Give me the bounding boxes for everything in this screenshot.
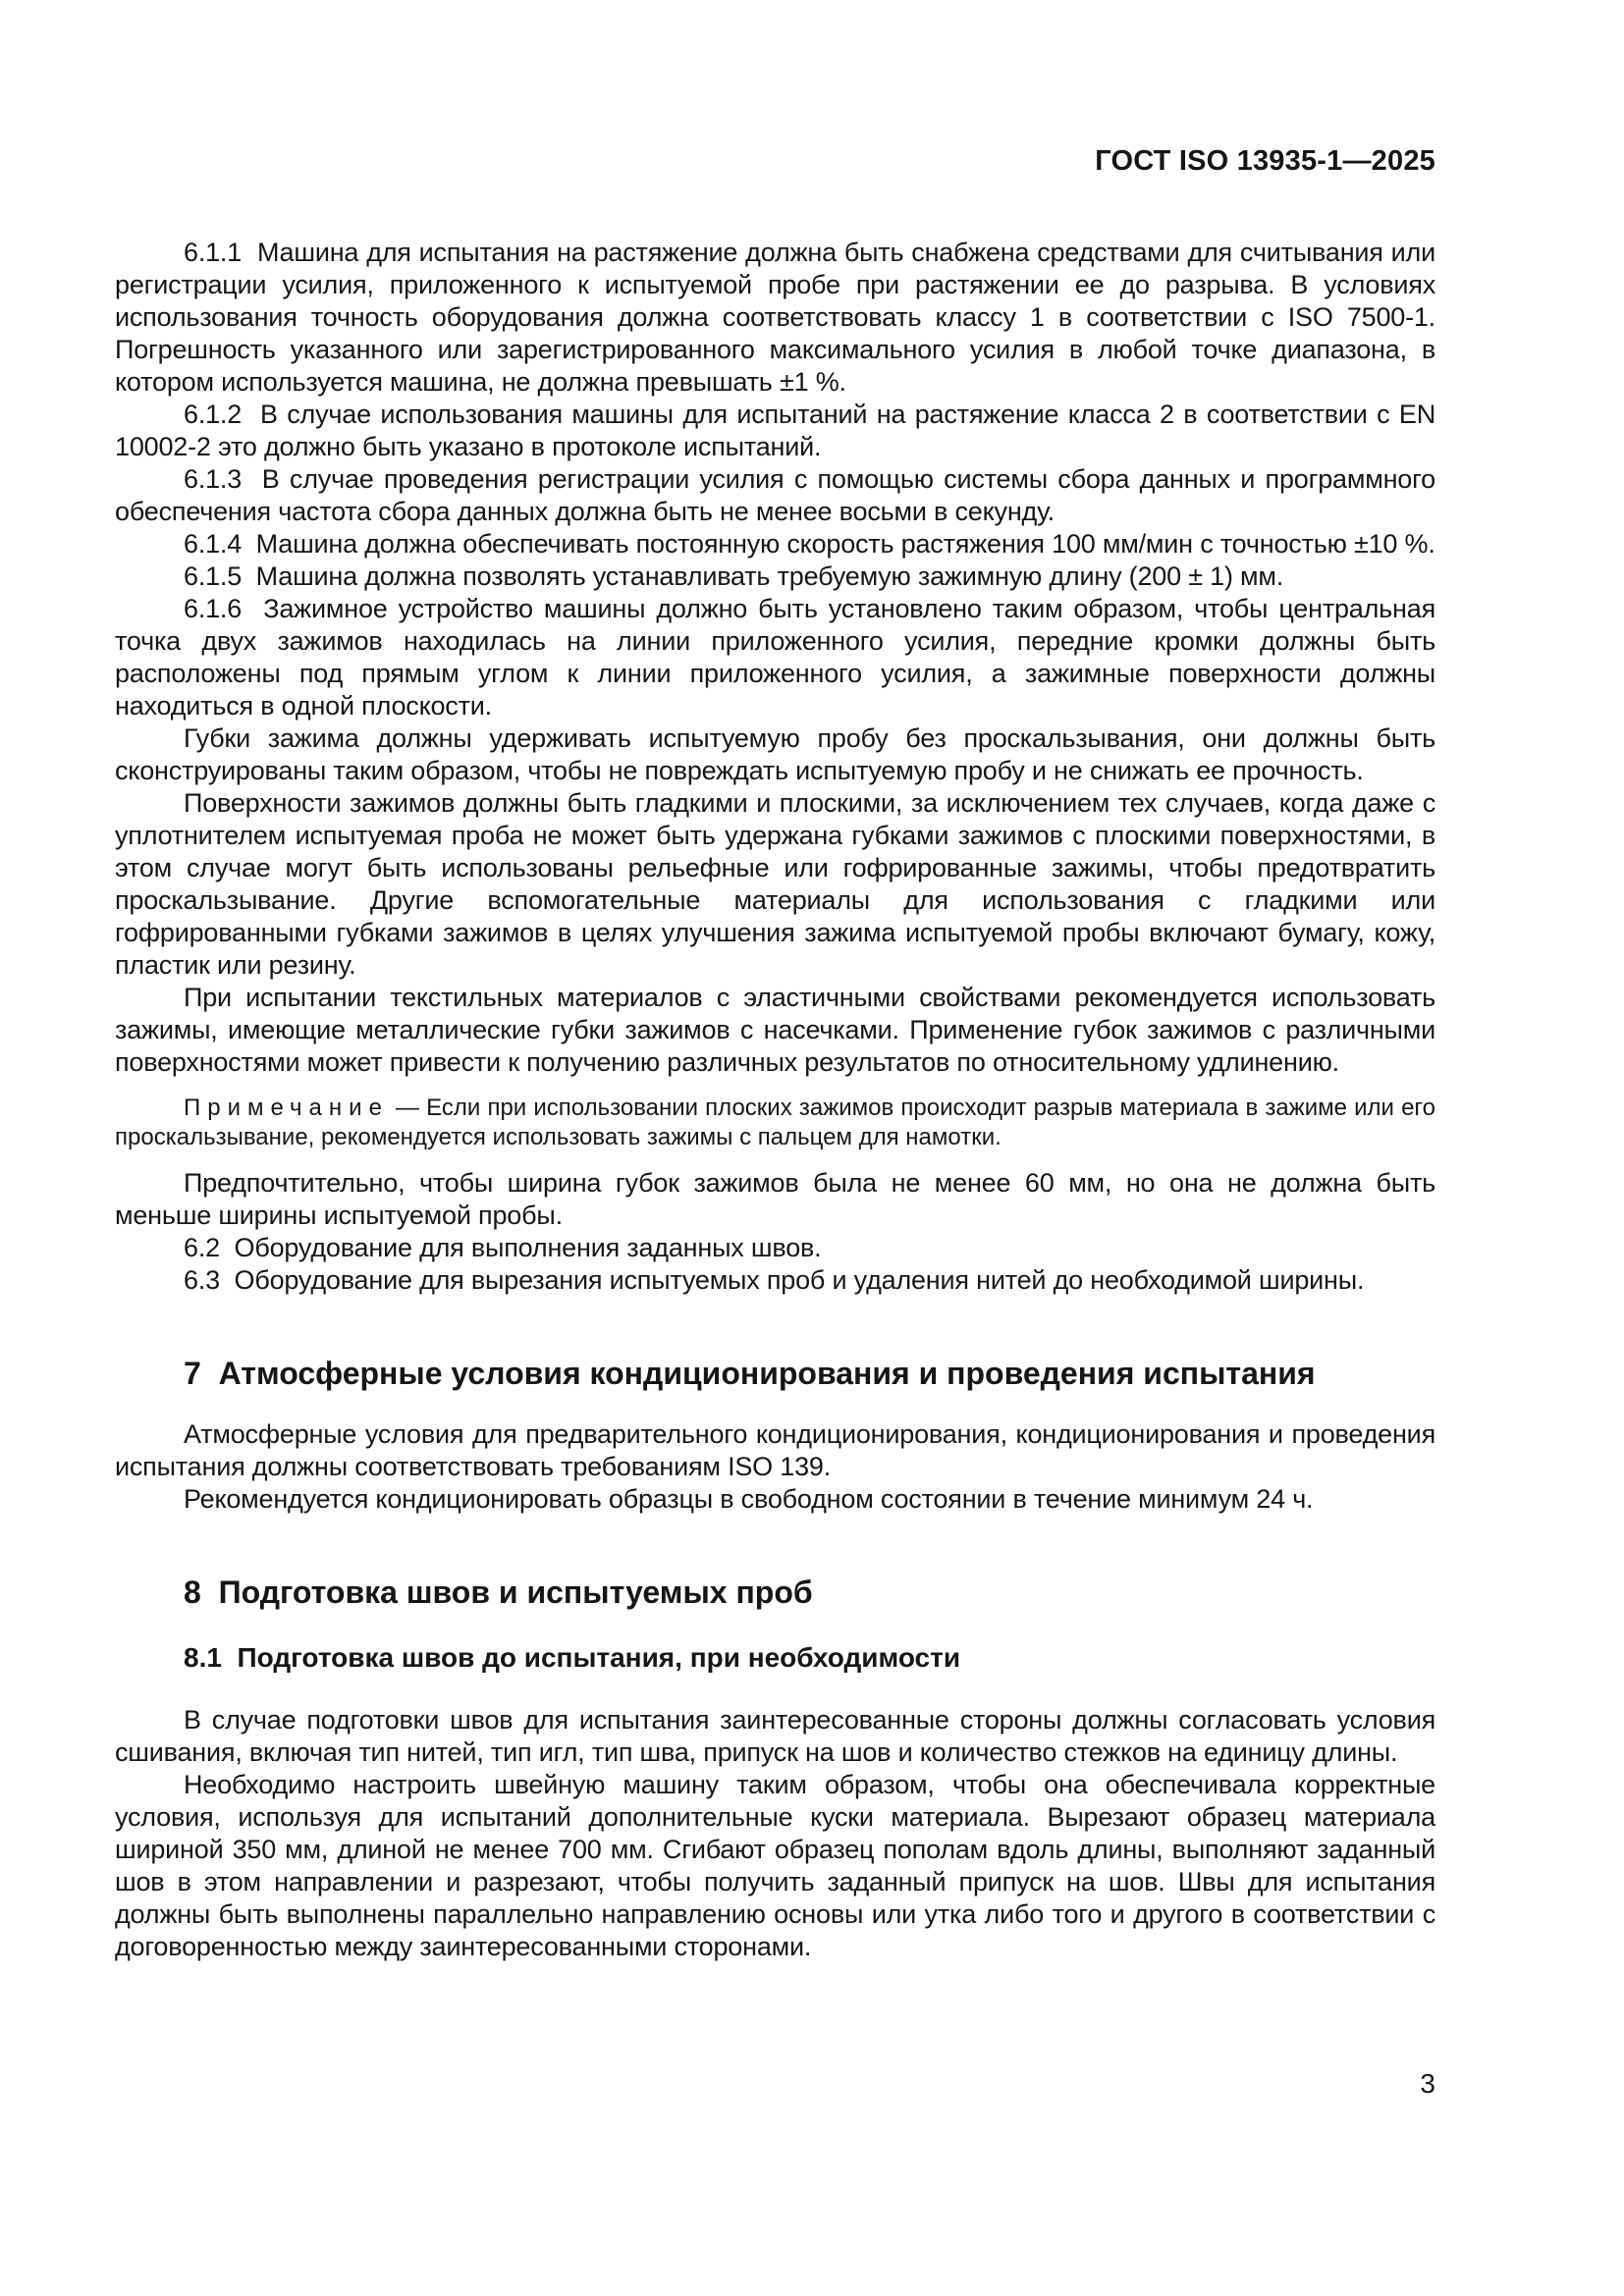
- paragraph-6-1-6: 6.1.6 Зажимное устройство машины должно быть установлено таким образом, чтобы центральная точка двух зажимов находилась на линии приложенного усилия, передние кромки должны быть расположены под прямым углом к линии приложенного усилия, а зажимные поверхности должны находиться в одной плоскости.: [115, 594, 1435, 721]
- clause-7-paragraph-1: Атмосферные условия для предварительного кондиционирования, кондиционирования и проведения испытания должны соответствовать требованиям ISO 139.: [115, 1419, 1435, 1481]
- paragraph-6-2: 6.2 Оборудование для выполнения заданных швов.: [184, 1233, 822, 1262]
- clause-7-heading: 7 Атмосферные условия кондиционирования и проведения испытания: [184, 1356, 1316, 1391]
- paragraph-6-1-2: 6.1.2 В случае использования машины для испытаний на растяжение класса 2 в соответствии с EN 10002-2 это должно быть указано в протоколе испытаний.: [115, 400, 1435, 461]
- document-code: ГОСТ ISO 13935-1—2025: [1095, 145, 1435, 177]
- clause-6-body: [115, 237, 1435, 1297]
- text-column: [115, 0, 1435, 1963]
- paragraph-jaw-width: Предпочтительно, чтобы ширина губок зажимов была не менее 60 мм, но она не должна быть меньше ширины испытуемой пробы.: [115, 1168, 1435, 1230]
- note-text: — Если при использовании плоских зажимов происходит разрыв материала в зажиме или его проскальзывание, рекомендуется использовать зажимы с пальцем для намотки.: [115, 1095, 1435, 1150]
- page-number: 3: [1420, 2068, 1435, 2099]
- paragraph-elastic-materials: При испытании текстильных материалов с эластичными свойствами рекомендуется использовать зажимы, имеющие металлические губки зажимов с насечками. Применение губок зажимов с различными поверхностями может привести к получению различных результатов по относительному удлинению.: [115, 983, 1435, 1077]
- paragraph-6-1-5: 6.1.5 Машина должна позволять устанавливать требуемую зажимную длину (200 ± 1) мм.: [184, 561, 1284, 591]
- note-label: Примечание: [184, 1095, 389, 1121]
- clause-8-1-paragraph-2: Необходимо настроить швейную машину таким образом, чтобы она обеспечивала корректные условия, используя для испытаний дополнительные куски материала. Вырезают образец материала шириной 350 мм, длиной не менее 700 мм. Сгибают образец пополам вдоль длины, выполняют заданный шов в этом направлении и разрезают, чтобы получить заданный припуск на шов. Швы для испытания должны быть выполнены параллельно направлению основы или утка либо того и другого в соответствии с договоренностью между заинтересованными сторонами.: [115, 1770, 1435, 1961]
- paragraph-6-3: 6.3 Оборудование для вырезания испытуемых проб и удаления нитей до необходимой ширины.: [184, 1265, 1365, 1295]
- note-paragraph: [115, 1094, 1435, 1152]
- clause-8-heading: 8 Подготовка швов и испытуемых проб: [184, 1575, 813, 1610]
- paragraph-jaw-surfaces: Поверхности зажимов должны быть гладкими и плоскими, за исключением тех случаев, когда даже с уплотнителем испытуемая проба не может быть удержана губками зажимов с плоскими поверхностями, в этом случае могут быть использованы рельефные или гофрированные зажимы, чтобы предотвратить проскальзывание. Другие вспомогательные материалы для использования с гладкими или гофрированными губками зажимов в целях улучшения зажима испытуемой пробы включают бумагу, кожу, пластик или резину.: [115, 788, 1435, 980]
- clause-7-paragraph-2: Рекомендуется кондиционировать образцы в свободном состоянии в течение минимум 24 ч.: [184, 1484, 1314, 1514]
- paragraph-6-1-1: 6.1.1 Машина для испытания на растяжение должна быть снабжена средствами для считывания или регистрации усилия, приложенного к испытуемой пробе при растяжении ее до разрыва. В условиях использования точность оборудования должна соответствовать классу 1 в соответствии с ISO 7500-1. Погрешность указанного или зарегистрированного максимального усилия в любой точке диапазона, в котором используется машина, не должна превышать ±1 %.: [115, 238, 1435, 397]
- clause-8-1-heading: 8.1 Подготовка швов до испытания, при необходимости: [184, 1642, 961, 1673]
- paragraph-6-1-3: 6.1.3 В случае проведения регистрации усилия с помощью системы сбора данных и программного обеспечения частота сбора данных должна быть не менее восьми в секунду.: [115, 464, 1435, 526]
- paragraph-jaws-hold: Губки зажима должны удерживать испытуемую пробу без проскальзывания, они должны быть сконструированы таким образом, чтобы не повреждать испытуемую пробу и не снижать ее прочность.: [115, 723, 1435, 785]
- paragraph-6-1-4: 6.1.4 Машина должна обеспечивать постоянную скорость растяжения 100 мм/мин с точностью ±10 %.: [184, 529, 1435, 559]
- clause-8-1-paragraph-1: В случае подготовки швов для испытания заинтересованные стороны должны согласовать условия сшивания, включая тип нитей, тип игл, тип шва, припуск на шов и количество стежков на единицу длины.: [115, 1705, 1435, 1767]
